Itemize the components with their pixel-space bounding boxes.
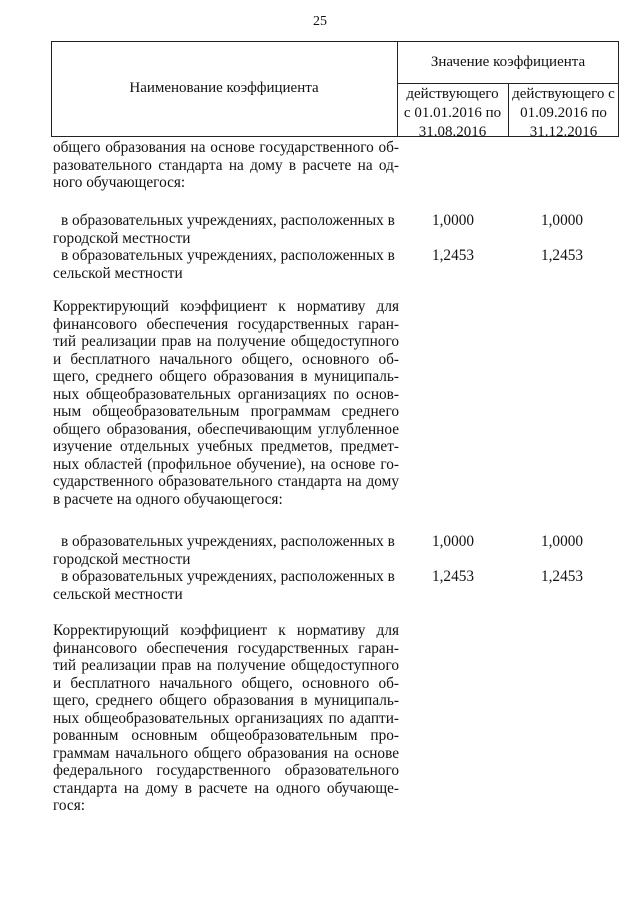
row-rural-2: в образовательных учреждениях, расположенных в [61, 568, 395, 585]
paragraph-profile: Корректирующий коэффициент к нормативу для финансового обеспечения государственных гаран- тий реализации прав на получение общедоступного и бесплатного начального общего, основного об- щего, среднего общего образования в муниципаль- ных общеобразовательных организациях по основ- ным общеобразовательным программам среднего общего образования, обеспечивающим углубленное изучение отдельных учебных предметов, предмет- ных областей (профильное обучение), на основе го- сударственного образовательного стандарта на дому в расчете на одного обучающегося: [53, 298, 399, 508]
value-rural-1-col2: 1,2453 [540, 247, 584, 264]
row-urban-2: в образовательных учреждениях, расположенных в [61, 533, 395, 550]
table-header [51, 41, 619, 140]
row-rural-1: в образовательных учреждениях, расположенных в [61, 247, 395, 264]
value-urban-1-col2: 1,0000 [540, 212, 584, 229]
row-urban-2-cont: городской местности [53, 550, 191, 568]
row-urban-1-cont: городской местности [53, 229, 191, 247]
row-urban-1: в образовательных учреждениях, расположенных в [61, 212, 395, 229]
value-urban-2-col2: 1,0000 [540, 533, 584, 550]
value-urban-1-col1: 1,0000 [431, 212, 475, 229]
value-rural-2-col1: 1,2453 [431, 568, 475, 585]
header-name-column: Наименование коэффициента [129, 80, 319, 96]
value-rural-1-col1: 1,2453 [431, 247, 475, 264]
row-rural-2-cont: сельской местности [53, 585, 183, 603]
header-col2: действующего с 01.09.2016 по 31.12.2016 [512, 86, 615, 140]
value-urban-2-col1: 1,0000 [431, 533, 475, 550]
header-value-group: Значение коэффициента [430, 54, 586, 70]
header-col1: действующего с 01.01.2016 по 31.08.2016 [403, 86, 502, 140]
continuation-text: общего образования на основе государственного об- разовательного стандарта на дому в расчете на од- ного обучающегося: [53, 139, 399, 191]
page-number: 25 [313, 14, 327, 29]
paragraph-adapted: Корректирующий коэффициент к нормативу для финансового обеспечения государственных гаран- тий реализации прав на получение общедоступного и бесплатного начального общего, основного об- щего, среднего общего образования в муниципаль- ных общеобразовательных организациях по адапти- рованным основным общеобразовательным про- граммам начального общего образования на основе федерального государственного образовательного стандарта на дому в расчете на одного обучающе- гося: [53, 622, 399, 814]
value-rural-2-col2: 1,2453 [540, 568, 584, 585]
row-rural-1-cont: сельской местности [53, 264, 183, 282]
